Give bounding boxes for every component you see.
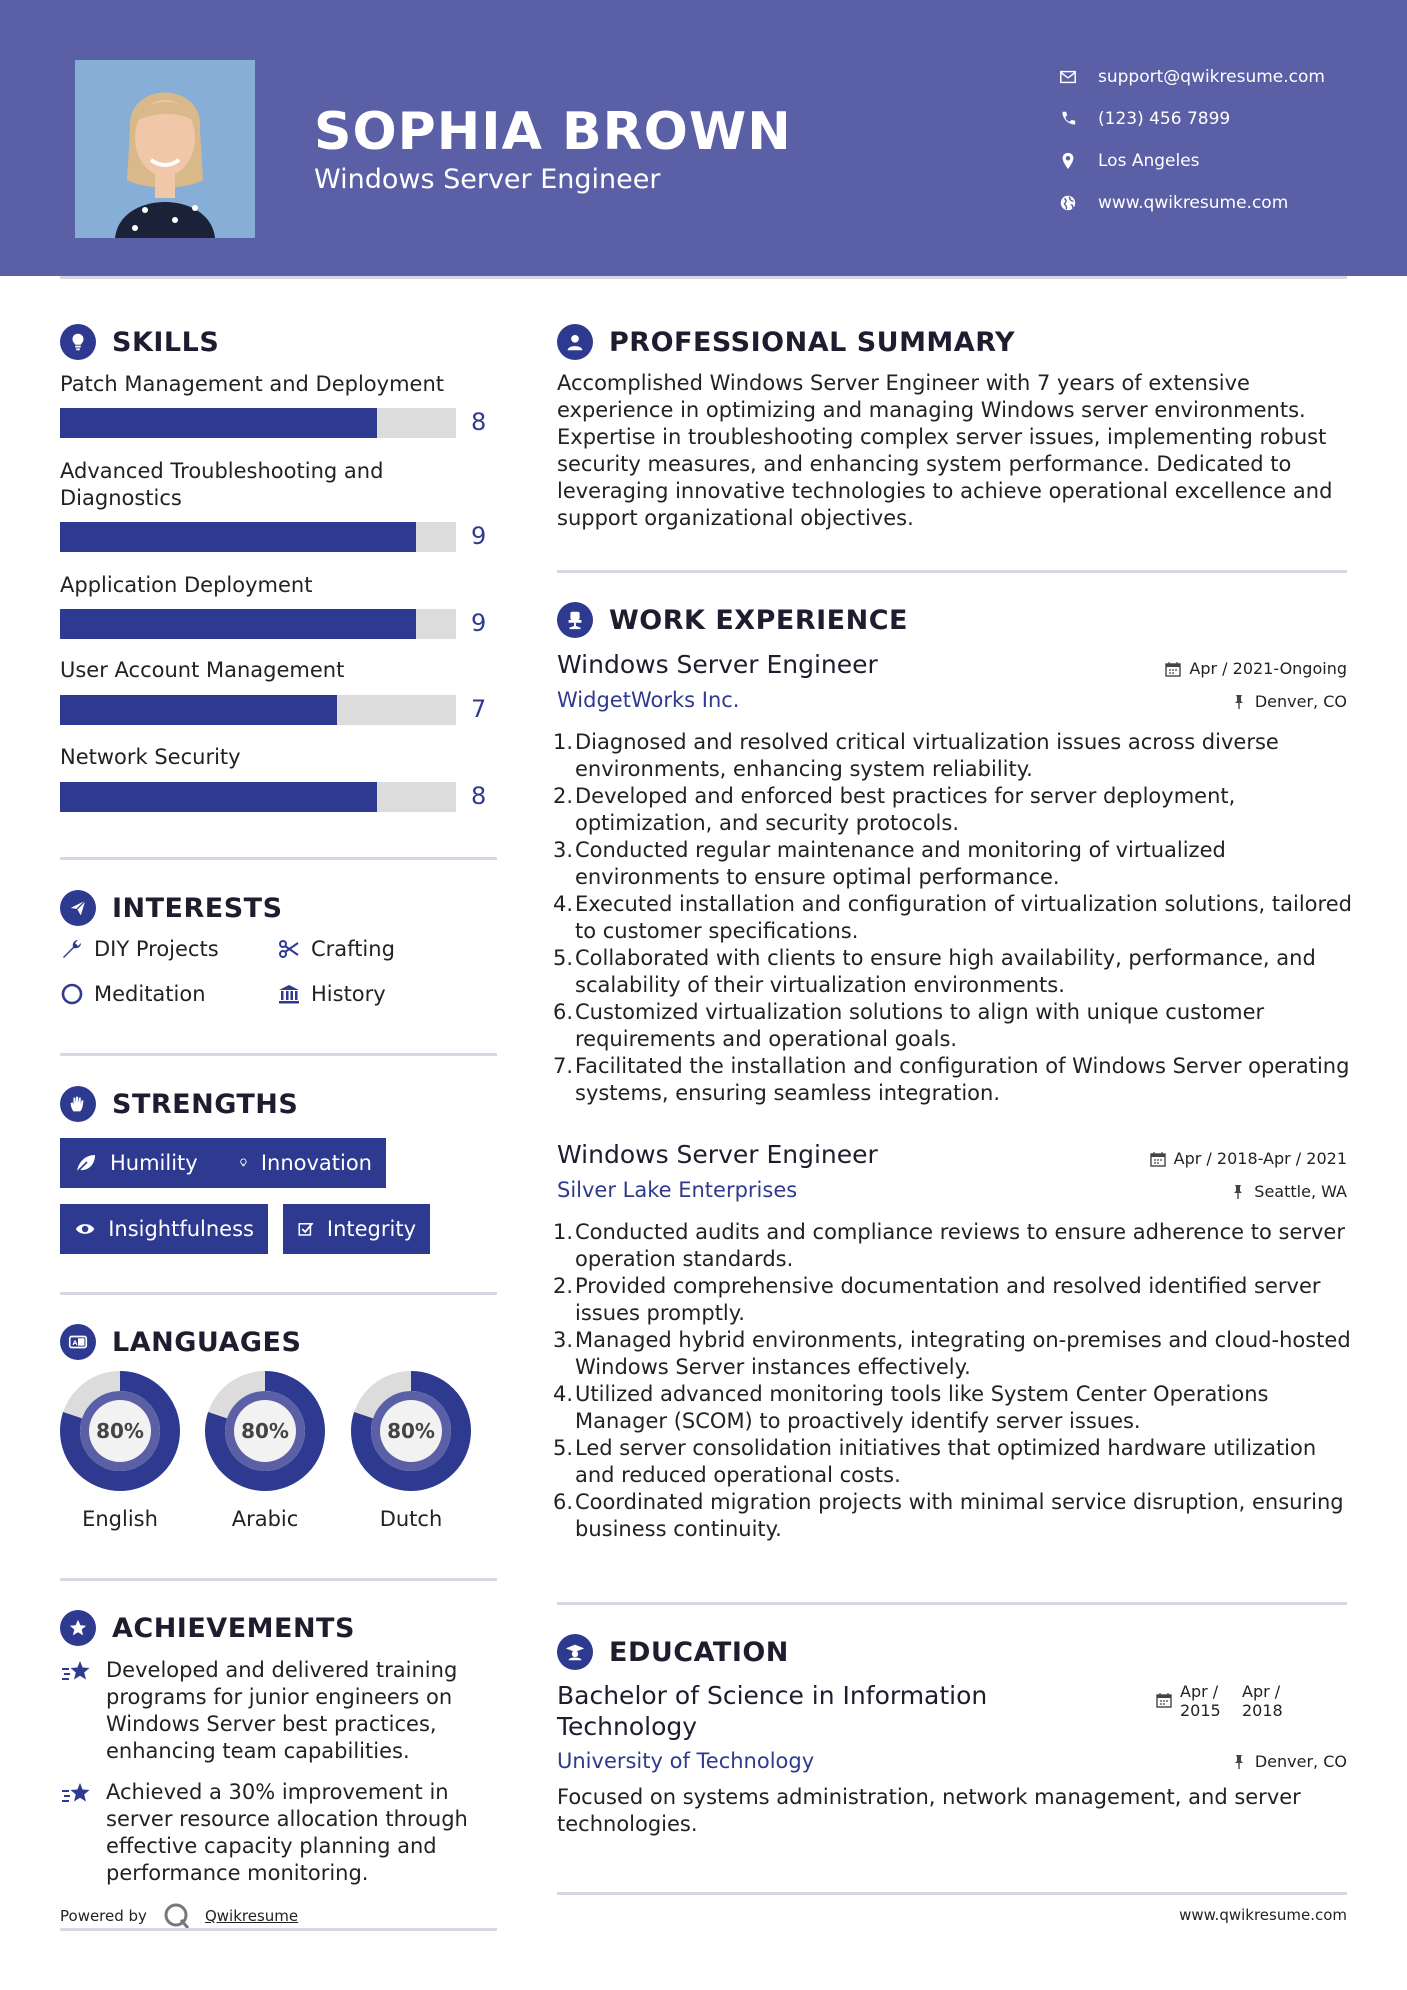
- skill-bar: [60, 782, 456, 812]
- star-icon: [60, 1781, 92, 1809]
- education-heading: [557, 1634, 789, 1670]
- job-bullet-text: Managed hybrid environments, integrating on-premises and cloud-hosted Windows Server instances effectively.: [575, 1328, 1351, 1379]
- skill-label: Patch Management and Deployment: [60, 372, 444, 396]
- skill-bar-fill: [60, 782, 377, 812]
- job-bullet-text: Led server consolidation initiatives that optimized hardware utilization and reduced operational costs.: [575, 1436, 1317, 1487]
- languages-heading-text: LANGUAGES: [112, 1326, 302, 1358]
- phone-icon: [1050, 110, 1086, 128]
- job-bullet-text: Facilitated the installation and configuration of Windows Server operating systems, ensuring seamless integration.: [575, 1054, 1350, 1105]
- skill-score: 8: [471, 408, 487, 436]
- calendar-icon: [1165, 661, 1181, 677]
- section-divider: [557, 1602, 1347, 1605]
- skill-score: 9: [471, 609, 487, 637]
- skill-bar: [60, 609, 456, 639]
- calendar-icon: [1150, 1151, 1166, 1167]
- job-dates-text: Apr / 2021-Ongoing: [1189, 659, 1347, 678]
- interest-label: History: [311, 982, 386, 1006]
- skill-bar: [60, 695, 456, 725]
- job-bullet-text: Collaborated with clients to ensure high availability, performance, and scalability of their virtualization environments.: [575, 946, 1316, 997]
- job-title: Windows Server Engineer: [557, 1140, 878, 1169]
- education-end-date: Apr / 2018: [1242, 1682, 1283, 1720]
- strengths-heading-text: STRENGTHS: [112, 1088, 299, 1120]
- interest-item: [277, 982, 386, 1006]
- candidate-name: SOPHIA BROWN: [314, 102, 792, 162]
- job-bullet: 2. Provided comprehensive documentation and resolved identified server issues promptly.: [553, 1274, 1321, 1325]
- job-bullet: 5. Collaborated with clients to ensure high availability, performance, and scalability of their virtualization environments.: [553, 946, 1316, 997]
- job-location: [1231, 692, 1347, 711]
- interests-heading-text: INTERESTS: [112, 892, 283, 924]
- job-title: Windows Server Engineer: [557, 650, 878, 679]
- header-divider: [60, 276, 1347, 279]
- education-start-date: Apr / 2015: [1180, 1682, 1221, 1720]
- job-bullets: [553, 729, 1357, 1107]
- skills-heading-text: SKILLS: [112, 326, 220, 358]
- language-ring: [349, 1369, 473, 1493]
- job-bullet: 4. Executed installation and configuration of virtualization solutions, tailored to customer specifications.: [553, 892, 1352, 943]
- job-bullet: 6. Customized virtualization solutions to align with unique customer requirements and operational goals.: [553, 1000, 1265, 1051]
- job-bullet: 6. Coordinated migration projects with minimal service disruption, ensuring business continuity.: [553, 1490, 1344, 1541]
- strength-chip: [60, 1138, 224, 1188]
- contact-location-text: Los Angeles: [1098, 151, 1200, 171]
- achievement-text: Developed and delivered training programs for junior engineers on Windows Server best practices, enhancing team capabilities.: [106, 1658, 458, 1763]
- summary-heading-text: PROFESSIONAL SUMMARY: [609, 326, 1016, 358]
- education-description: Focused on systems administration, network management, and server technologies.: [557, 1785, 1301, 1836]
- language-name: Arabic: [231, 1507, 299, 1531]
- skill-bar: [60, 408, 456, 438]
- checkbox-icon: [297, 1217, 315, 1241]
- job-bullet-text: Provided comprehensive documentation and resolved identified server issues promptly.: [575, 1274, 1321, 1325]
- skill-score: 9: [471, 522, 487, 550]
- language-name: Dutch: [379, 1507, 443, 1531]
- interest-label: DIY Projects: [94, 937, 219, 961]
- interest-item: [60, 937, 219, 961]
- job-bullets: [553, 1219, 1357, 1543]
- language-item: [349, 1369, 473, 1531]
- lightbulb-icon: [238, 1151, 249, 1175]
- school-name: University of Technology: [557, 1749, 815, 1773]
- contact-website[interactable]: [1050, 182, 1380, 224]
- job-bullet-text: Conducted audits and compliance reviews to ensure adherence to server operation standards.: [575, 1220, 1345, 1271]
- job-bullet: 3. Conducted regular maintenance and monitoring of virtualized environments to ensure optimal performance.: [553, 838, 1226, 889]
- powered-by-text: Powered by: [60, 1907, 147, 1925]
- skill-label: Advanced Troubleshooting and Diagnostics: [60, 459, 384, 510]
- job-bullet-text: Coordinated migration projects with minimal service disruption, ensuring business continuity.: [575, 1490, 1344, 1541]
- section-divider: [60, 857, 497, 860]
- candidate-title: Windows Server Engineer: [314, 164, 661, 195]
- footer-divider-left: [60, 1928, 497, 1931]
- skill-score: 8: [471, 782, 487, 810]
- company-name: Silver Lake Enterprises: [557, 1178, 798, 1202]
- achievement-item: [60, 1779, 480, 1887]
- job-bullet: 7. Facilitated the installation and configuration of Windows Server operating systems, ensuring seamless integration.: [553, 1054, 1350, 1105]
- job-bullet-text: Developed and enforced best practices for server deployment, optimization, and security protocols.: [575, 784, 1236, 835]
- section-divider: [60, 1292, 497, 1295]
- footer-divider-right: [557, 1892, 1347, 1895]
- strength-label: Humility: [110, 1151, 198, 1175]
- summary-heading: [557, 324, 1015, 360]
- strengths-heading: [60, 1086, 298, 1122]
- footer-url[interactable]: www.qwikresume.com: [1179, 1906, 1347, 1924]
- language-percent: 80%: [96, 1419, 144, 1443]
- language-item: [203, 1369, 327, 1531]
- job-bullet: 1. Conducted audits and compliance reviews to ensure adherence to server operation standards.: [553, 1220, 1345, 1271]
- powered-by: [60, 1902, 298, 1930]
- skill-bar-fill: [60, 695, 337, 725]
- achievement-text: Achieved a 30% improvement in server resource allocation through effective capacity planning and performance monitoring.: [106, 1780, 468, 1885]
- job-dates-text: Apr / 2018-Apr / 2021: [1173, 1149, 1347, 1168]
- scissors-icon: [277, 937, 301, 961]
- strength-chip: [283, 1204, 430, 1254]
- contact-phone[interactable]: [1050, 98, 1380, 140]
- contact-location: [1050, 140, 1380, 182]
- eye-icon: [74, 1217, 96, 1241]
- job-location: [1230, 1182, 1347, 1201]
- skill-bar-fill: [60, 408, 377, 438]
- language-percent: 80%: [241, 1419, 289, 1443]
- raised-hand-icon: [60, 1086, 96, 1122]
- job-dates: [1150, 1149, 1347, 1168]
- job-bullet-text: Diagnosed and resolved critical virtualization issues across diverse environments, enhancing system reliability.: [575, 730, 1279, 781]
- strength-label: Insightfulness: [108, 1217, 254, 1241]
- job-location-text: Denver, CO: [1254, 692, 1347, 711]
- job-bullet-text: Executed installation and configuration of virtualization solutions, tailored to customer specifications.: [575, 892, 1352, 943]
- job-bullet-text: Conducted regular maintenance and monitoring of virtualized environments to ensure optimal performance.: [575, 838, 1226, 889]
- degree-title: Bachelor of Science in Information Technology: [557, 1681, 988, 1741]
- achievement-item: [60, 1657, 480, 1765]
- job-bullet-text: Utilized advanced monitoring tools like System Center Operations Manager (SCOM) to proactively identify server issues.: [575, 1382, 1269, 1433]
- language-item: [58, 1369, 182, 1531]
- interest-item: [277, 937, 395, 961]
- leaf-icon: [74, 1151, 98, 1175]
- section-divider: [557, 570, 1347, 573]
- paper-plane-icon: [60, 890, 96, 926]
- skill-label: User Account Management: [60, 658, 345, 682]
- pushpin-icon: [1231, 1754, 1247, 1770]
- contact-list: [1050, 56, 1380, 224]
- language-ring: [58, 1369, 182, 1493]
- job-location-text: Seattle, WA: [1254, 1182, 1347, 1201]
- museum-icon: [277, 982, 301, 1006]
- education-heading-text: EDUCATION: [609, 1636, 789, 1668]
- job-bullet: 3. Managed hybrid environments, integrating on-premises and cloud-hosted Windows Server instances effectively.: [553, 1328, 1351, 1379]
- translate-icon: [60, 1324, 96, 1360]
- interest-label: Meditation: [94, 982, 206, 1006]
- contact-email-text: support@qwikresume.com: [1098, 67, 1325, 87]
- skill-bar: [60, 522, 456, 552]
- calendar-icon: [1156, 1692, 1172, 1708]
- envelope-icon: [1050, 68, 1086, 86]
- strength-chip: [224, 1138, 386, 1188]
- experience-heading: [557, 602, 908, 638]
- experience-heading-text: WORK EXPERIENCE: [609, 604, 908, 636]
- education-location-text: Denver, CO: [1254, 1752, 1347, 1771]
- office-chair-icon: [557, 602, 593, 638]
- job-dates: [1165, 659, 1347, 678]
- star-badge-icon: [60, 1610, 96, 1646]
- interest-label: Crafting: [311, 937, 395, 961]
- strength-chip: [60, 1204, 268, 1254]
- globe-icon: [1050, 194, 1086, 212]
- lightbulb-icon: [60, 324, 96, 360]
- skill-bar-fill: [60, 522, 416, 552]
- graduate-icon: [557, 1634, 593, 1670]
- profile-photo: [75, 60, 255, 238]
- qwikresume-logo-icon: [163, 1902, 191, 1930]
- summary-text: Accomplished Windows Server Engineer with 7 years of extensive experience in optimizing and managing Windows server environments. Expertise in troubleshooting complex server issues, implementing robust security measures, and enhancing system performance. Dedicated to leveraging innovative technologies to achieve operational excellence and support organizational objectives.: [557, 371, 1333, 530]
- job-bullet: 5. Led server consolidation initiatives that optimized hardware utilization and reduced operational costs.: [553, 1436, 1317, 1487]
- user-icon: [557, 324, 593, 360]
- language-ring: [203, 1369, 327, 1493]
- circle-icon: [60, 982, 84, 1006]
- pushpin-icon: [1230, 1184, 1246, 1200]
- star-icon: [60, 1659, 92, 1687]
- brand-link[interactable]: Qwikresume: [204, 1907, 299, 1925]
- interest-item: [60, 982, 206, 1006]
- job-bullet: 2. Developed and enforced best practices for server deployment, optimization, and security protocols.: [553, 784, 1236, 835]
- skill-label: Network Security: [60, 745, 241, 769]
- resume-header: [0, 0, 1407, 276]
- job-bullet: 4. Utilized advanced monitoring tools like System Center Operations Manager (SCOM) to proactively identify server issues.: [553, 1382, 1269, 1433]
- languages-heading: [60, 1324, 301, 1360]
- section-divider: [60, 1053, 497, 1056]
- skill-label: Application Deployment: [60, 573, 313, 597]
- skill-score: 7: [471, 695, 487, 723]
- skills-heading: [60, 324, 219, 360]
- company-name: WidgetWorks Inc.: [557, 688, 740, 712]
- wrench-icon: [60, 937, 84, 961]
- education-location: [1231, 1752, 1347, 1771]
- contact-email[interactable]: [1050, 56, 1380, 98]
- achievements-heading: [60, 1610, 355, 1646]
- job-bullet-text: Customized virtualization solutions to align with unique customer requirements and operational goals.: [575, 1000, 1265, 1051]
- strength-label: Innovation: [260, 1151, 372, 1175]
- section-divider: [60, 1578, 497, 1581]
- location-pin-icon: [1050, 152, 1086, 170]
- contact-website-text: www.qwikresume.com: [1098, 193, 1289, 213]
- strength-label: Integrity: [326, 1217, 416, 1241]
- svg-text:A: A: [72, 1339, 78, 1348]
- job-bullet: 1. Diagnosed and resolved critical virtualization issues across diverse environments, enhancing system reliability.: [553, 730, 1279, 781]
- education-dates: [1156, 1682, 1292, 1720]
- interests-heading: [60, 890, 283, 926]
- achievements-heading-text: ACHIEVEMENTS: [112, 1612, 355, 1644]
- contact-phone-text: (123) 456 7899: [1098, 109, 1231, 129]
- language-name: English: [82, 1507, 158, 1531]
- language-percent: 80%: [387, 1419, 435, 1443]
- pushpin-icon: [1231, 694, 1247, 710]
- skill-bar-fill: [60, 609, 416, 639]
